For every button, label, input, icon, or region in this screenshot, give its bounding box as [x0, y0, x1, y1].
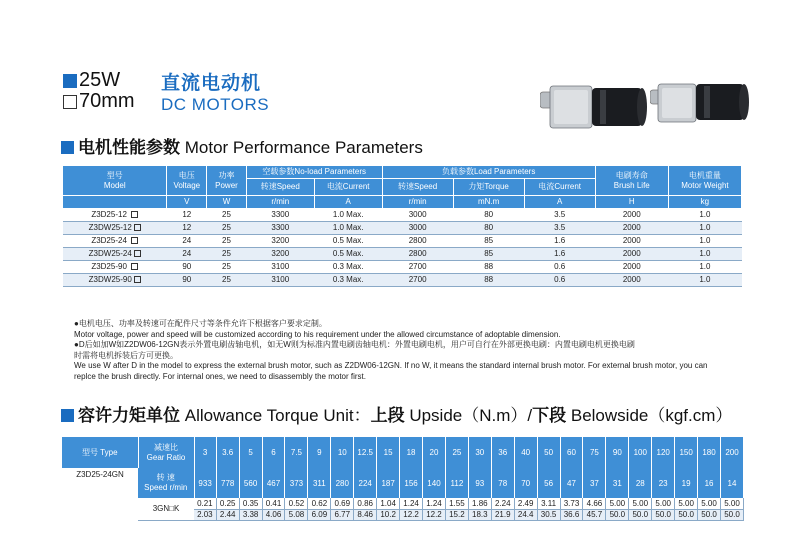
- ratio-cell: 10: [331, 437, 354, 468]
- upper-torque-cell: 0.69: [331, 498, 354, 509]
- torque-down-en: Belowside（kgf.cm）: [570, 406, 733, 425]
- cell-weight: 1.0: [668, 209, 741, 222]
- col-load-speed: 转速Speed: [382, 179, 453, 196]
- checkbox-square-icon: [131, 237, 138, 244]
- cell-voltage: 12: [167, 209, 207, 222]
- table-row: [63, 209, 742, 222]
- cell-noload-speed: 3100: [246, 261, 314, 274]
- lower-torque-cell: 50.0: [629, 509, 652, 520]
- speed-cell: 373: [285, 468, 308, 498]
- speed-cell: 37: [583, 468, 606, 498]
- upper-torque-cell: 4.66: [583, 498, 606, 509]
- speed-cell: 933: [194, 468, 216, 498]
- power-value: 25W: [79, 69, 121, 91]
- cell-load-current: 0.6: [524, 261, 595, 274]
- cell-power: 25: [207, 209, 247, 222]
- filled-square-icon: [63, 74, 77, 88]
- ratio-cell: 12.5: [354, 437, 377, 468]
- col-model: [63, 166, 167, 196]
- power-line: [63, 70, 135, 91]
- ratio-cell: 15: [377, 437, 400, 468]
- lower-torque-cell: 2.44: [216, 509, 239, 520]
- upper-torque-cell: 2.24: [491, 498, 514, 509]
- lower-torque-cell: 50.0: [675, 509, 698, 520]
- filled-square-icon: [61, 409, 74, 422]
- cell-noload-current: 1.0 Max.: [314, 209, 382, 222]
- unit-model: [63, 196, 167, 209]
- ratio-cell: 6: [262, 437, 285, 468]
- speed-cell: 140: [423, 468, 446, 498]
- note-2-cn-b: 时需将电机拆装后方可更换。: [74, 350, 178, 360]
- cell-load-current: 1.6: [524, 235, 595, 248]
- upper-torque-cell: 5.00: [698, 498, 721, 509]
- section-title-torque: [61, 401, 732, 426]
- cell-load-torque: 85: [453, 248, 524, 261]
- cell-voltage: 12: [167, 222, 207, 235]
- speed-cell: 70: [514, 468, 537, 498]
- col-power: [207, 166, 247, 196]
- torque-down-cn: 下段: [532, 406, 567, 425]
- lower-torque-cell: 10.2: [377, 509, 400, 520]
- section-title-performance: [61, 133, 423, 158]
- cell-voltage: 24: [167, 248, 207, 261]
- speed-cell: 19: [675, 468, 698, 498]
- unit-h: H: [595, 196, 668, 209]
- speed-cell: 187: [377, 468, 400, 498]
- cell-noload-current: 1.0 Max.: [314, 222, 382, 235]
- cell-brush-life: 2000: [595, 235, 668, 248]
- speed-cell: 156: [400, 468, 423, 498]
- torque-model: Z3D25-24GN: [62, 468, 138, 520]
- cell-model: Z3DW25-12: [63, 222, 167, 235]
- section-title-cn: 电机性能参数: [78, 138, 180, 157]
- upper-torque-cell: 5.00: [606, 498, 629, 509]
- upper-torque-cell: 1.24: [400, 498, 423, 509]
- lower-torque-cell: 15.2: [445, 509, 468, 520]
- upper-torque-row: [62, 498, 744, 509]
- ratio-cell: 50: [537, 437, 560, 468]
- cell-load-current: 0.6: [524, 274, 595, 287]
- upper-torque-cell: 1.55: [445, 498, 468, 509]
- type-label: 型号 Type: [62, 437, 138, 468]
- lower-torque-cell: 36.6: [560, 509, 583, 520]
- upper-torque-cell: 1.24: [423, 498, 446, 509]
- upper-torque-cell: 0.25: [216, 498, 239, 509]
- cell-noload-speed: 3200: [246, 248, 314, 261]
- title-cn: 直流电动机: [161, 73, 262, 94]
- cell-load-speed: 2700: [382, 274, 453, 287]
- cell-model: Z3DW25-90: [63, 274, 167, 287]
- cell-weight: 1.0: [668, 261, 741, 274]
- upper-torque-cell: 0.21: [194, 498, 216, 509]
- cell-weight: 1.0: [668, 235, 741, 248]
- cell-power: 25: [207, 261, 247, 274]
- cell-voltage: 24: [167, 235, 207, 248]
- unit-a-load: A: [524, 196, 595, 209]
- cell-noload-speed: 3100: [246, 274, 314, 287]
- col-brush-life: [595, 166, 668, 196]
- speed-cell: 14: [721, 468, 744, 498]
- ratio-cell: 90: [606, 437, 629, 468]
- notes-block: [74, 319, 754, 382]
- unit-v: V: [167, 196, 207, 209]
- ratio-label-cn: 减速比: [154, 442, 178, 452]
- ratio-cell: 25: [445, 437, 468, 468]
- note-1-cn: ●电机电压、功率及转速可在配件尺寸等条件允许下根据客户要求定制。: [74, 319, 327, 328]
- lower-torque-cell: 3.38: [239, 509, 262, 520]
- cell-brush-life: 2000: [595, 248, 668, 261]
- cell-load-speed: 2800: [382, 235, 453, 248]
- cell-model: Z3DW25-24: [63, 248, 167, 261]
- cell-noload-current: 0.5 Max.: [314, 248, 382, 261]
- note-2-en-a: We use W after D in the model to express the external brush motor, such as Z2DW06-12GN. If no W, it means the standard internal brush motor. For external brush motor, you can: [74, 361, 708, 370]
- cell-model: Z3D25-12: [63, 209, 167, 222]
- cell-brush-life: 2000: [595, 222, 668, 235]
- col-load-current: 电流Current: [524, 179, 595, 196]
- speed-label-en: Speed r/min: [144, 483, 188, 492]
- upper-torque-cell: 0.35: [239, 498, 262, 509]
- cell-model: Z3D25-90: [63, 261, 167, 274]
- col-weight-cn: 电机重量: [688, 170, 721, 180]
- lower-torque-cell: 21.9: [491, 509, 514, 520]
- ratio-cell: 20: [423, 437, 446, 468]
- cell-load-torque: 85: [453, 235, 524, 248]
- checkbox-square-icon: [131, 211, 138, 218]
- upper-torque-cell: 5.00: [675, 498, 698, 509]
- speed-cell: 56: [537, 468, 560, 498]
- ratio-label: [138, 437, 194, 468]
- lower-torque-cell: 30.5: [537, 509, 560, 520]
- cell-voltage: 90: [167, 261, 207, 274]
- size-value: 70mm: [79, 90, 135, 112]
- cell-power: 25: [207, 222, 247, 235]
- lower-torque-cell: 12.2: [423, 509, 446, 520]
- ratio-cell: 36: [491, 437, 514, 468]
- checkbox-square-icon: [131, 263, 138, 270]
- ratio-cell: 75: [583, 437, 606, 468]
- note-2-en-b: replce the brush directly. For internal ones, we need to disassembly the motor first.: [74, 371, 366, 381]
- lower-torque-cell: 50.0: [721, 509, 744, 520]
- ratio-cell: 180: [698, 437, 721, 468]
- cell-noload-speed: 3300: [246, 222, 314, 235]
- torque-title-cn: 容许力矩单位: [78, 406, 180, 425]
- col-noload: 空载参数No-load Parameters: [246, 166, 382, 179]
- empty-square-icon: [63, 95, 77, 109]
- col-life-en: Brush Life: [613, 180, 650, 190]
- table-row: [63, 222, 742, 235]
- cell-load-torque: 80: [453, 209, 524, 222]
- note-2-cn-a: ●D后如加W如Z2DW06-12GN表示外置电刷齿轴电机，如无W则为标准内置电刷齿轴电机：外置电刷电机，用户可自行在外部更换电刷：内置电刷电机更换电刷: [74, 340, 635, 349]
- lower-torque-cell: 18.3: [468, 509, 491, 520]
- title-en: DC MOTORS: [161, 95, 270, 114]
- upper-torque-cell: 3.11: [537, 498, 560, 509]
- col-load-torque: 力矩Torque: [453, 179, 524, 196]
- gearhead-label: 3GN□K: [138, 498, 194, 520]
- cell-load-speed: 2700: [382, 261, 453, 274]
- ratio-cell: 3.6: [216, 437, 239, 468]
- speed-cell: 16: [698, 468, 721, 498]
- cell-noload-current: 0.3 Max.: [314, 261, 382, 274]
- speed-cell: 47: [560, 468, 583, 498]
- ratio-cell: 150: [675, 437, 698, 468]
- gear-motor-image-2: [650, 72, 754, 132]
- checkbox-square-icon: [134, 250, 141, 257]
- cell-load-torque: 88: [453, 274, 524, 287]
- unit-rmin: r/min: [246, 196, 314, 209]
- speed-cell: 28: [629, 468, 652, 498]
- unit-mnm: mN.m: [453, 196, 524, 209]
- lower-torque-cell: 24.4: [514, 509, 537, 520]
- cell-model: Z3D25-24: [63, 235, 167, 248]
- upper-torque-cell: 5.00: [652, 498, 675, 509]
- col-model-cn: 型号: [106, 170, 123, 180]
- checkbox-square-icon: [134, 276, 141, 283]
- cell-brush-life: 2000: [595, 274, 668, 287]
- upper-torque-cell: 1.86: [468, 498, 491, 509]
- speed-cell: 78: [491, 468, 514, 498]
- ratio-cell: 200: [721, 437, 744, 468]
- ratio-cell: 60: [560, 437, 583, 468]
- col-model-en: Model: [103, 180, 126, 190]
- unit-w: W: [207, 196, 247, 209]
- lower-torque-cell: 8.46: [354, 509, 377, 520]
- speed-cell: 778: [216, 468, 239, 498]
- upper-torque-cell: 0.41: [262, 498, 285, 509]
- ratio-cell: 5: [239, 437, 262, 468]
- cell-noload-current: 0.3 Max.: [314, 274, 382, 287]
- cell-power: 25: [207, 235, 247, 248]
- lower-torque-cell: 45.7: [583, 509, 606, 520]
- col-noload-current: 电流Current: [314, 179, 382, 196]
- upper-torque-cell: 2.49: [514, 498, 537, 509]
- upper-torque-cell: 3.73: [560, 498, 583, 509]
- lower-torque-cell: 50.0: [652, 509, 675, 520]
- cell-load-torque: 80: [453, 222, 524, 235]
- lower-torque-cell: 50.0: [606, 509, 629, 520]
- unit-kg: kg: [668, 196, 741, 209]
- ratio-label-en: Gear Ratio: [146, 452, 186, 462]
- upper-torque-cell: 5.00: [629, 498, 652, 509]
- upper-torque-cell: 0.52: [285, 498, 308, 509]
- table-row: [63, 235, 742, 248]
- cell-load-speed: 3000: [382, 222, 453, 235]
- speed-cell: 93: [468, 468, 491, 498]
- speed-cell: 467: [262, 468, 285, 498]
- cell-load-current: 3.5: [524, 209, 595, 222]
- lower-torque-cell: 6.77: [331, 509, 354, 520]
- cell-load-current: 3.5: [524, 222, 595, 235]
- torque-table: [62, 437, 744, 521]
- ratio-cell: 18: [400, 437, 423, 468]
- ratio-cell: 120: [652, 437, 675, 468]
- ratio-cell: 40: [514, 437, 537, 468]
- filled-square-icon: [61, 141, 74, 154]
- cell-load-current: 1.6: [524, 248, 595, 261]
- table-row: [63, 248, 742, 261]
- cell-load-speed: 3000: [382, 209, 453, 222]
- torque-up-cn: 上段: [370, 406, 405, 425]
- table-row: [63, 261, 742, 274]
- speed-cell: 311: [308, 468, 331, 498]
- col-power-cn: 功率: [218, 170, 235, 180]
- speed-label-cn: 转 速: [156, 473, 175, 482]
- ratio-cell: 3: [194, 437, 216, 468]
- speed-cell: 560: [239, 468, 262, 498]
- upper-torque-cell: 5.00: [721, 498, 744, 509]
- checkbox-square-icon: [134, 224, 141, 231]
- speed-cell: 280: [331, 468, 354, 498]
- size-line: [63, 91, 135, 112]
- torque-title-en: Allowance Torque Unit：: [184, 406, 371, 425]
- cell-load-torque: 88: [453, 261, 524, 274]
- cell-brush-life: 2000: [595, 209, 668, 222]
- cell-load-speed: 2800: [382, 248, 453, 261]
- cell-weight: 1.0: [668, 248, 741, 261]
- lower-torque-cell: 5.08: [285, 509, 308, 520]
- ratio-cell: 100: [629, 437, 652, 468]
- unit-rmin-load: r/min: [382, 196, 453, 209]
- performance-table: [62, 165, 742, 287]
- col-life-cn: 电刷寿命: [615, 170, 648, 180]
- cell-voltage: 90: [167, 274, 207, 287]
- col-voltage: [167, 166, 207, 196]
- cell-noload-current: 0.5 Max.: [314, 235, 382, 248]
- note-1-en: Motor voltage, power and speed will be customized according to his requirement under the allowed circumstance of adoptable dimension.: [74, 329, 561, 339]
- col-voltage-cn: 电压: [178, 170, 195, 180]
- lower-torque-cell: 50.0: [698, 509, 721, 520]
- col-weight-en: Motor Weight: [681, 180, 729, 190]
- cell-brush-life: 2000: [595, 261, 668, 274]
- upper-torque-cell: 1.04: [377, 498, 400, 509]
- section-title-en: Motor Performance Parameters: [184, 138, 423, 157]
- ratio-cell: 9: [308, 437, 331, 468]
- col-power-en: Power: [215, 180, 238, 190]
- gear-motor-image: [540, 78, 650, 138]
- speed-cell: 31: [606, 468, 629, 498]
- col-voltage-en: Voltage: [173, 180, 201, 190]
- upper-torque-cell: 0.62: [308, 498, 331, 509]
- ratio-cell: 7.5: [285, 437, 308, 468]
- cell-weight: 1.0: [668, 222, 741, 235]
- upper-torque-cell: 0.86: [354, 498, 377, 509]
- cell-power: 25: [207, 248, 247, 261]
- product-header: [63, 70, 135, 112]
- speed-cell: 112: [445, 468, 468, 498]
- speed-row: [62, 468, 744, 498]
- speed-cell: 23: [652, 468, 675, 498]
- lower-torque-cell: 4.06: [262, 509, 285, 520]
- torque-up-en: Upside（N.m）/: [409, 406, 533, 425]
- ratio-row: [62, 437, 744, 468]
- table-row: [63, 274, 742, 287]
- lower-torque-cell: 12.2: [400, 509, 423, 520]
- col-motor-weight: [668, 166, 741, 196]
- col-load: 负载参数Load Parameters: [382, 166, 595, 179]
- unit-a: A: [314, 196, 382, 209]
- cell-noload-speed: 3300: [246, 209, 314, 222]
- lower-torque-cell: 2.03: [194, 509, 216, 520]
- cell-noload-speed: 3200: [246, 235, 314, 248]
- page-title: [161, 74, 269, 114]
- cell-weight: 1.0: [668, 274, 741, 287]
- ratio-cell: 30: [468, 437, 491, 468]
- speed-cell: 224: [354, 468, 377, 498]
- speed-label: [138, 468, 194, 498]
- lower-torque-cell: 6.09: [308, 509, 331, 520]
- col-noload-speed: 转速Speed: [246, 179, 314, 196]
- cell-power: 25: [207, 274, 247, 287]
